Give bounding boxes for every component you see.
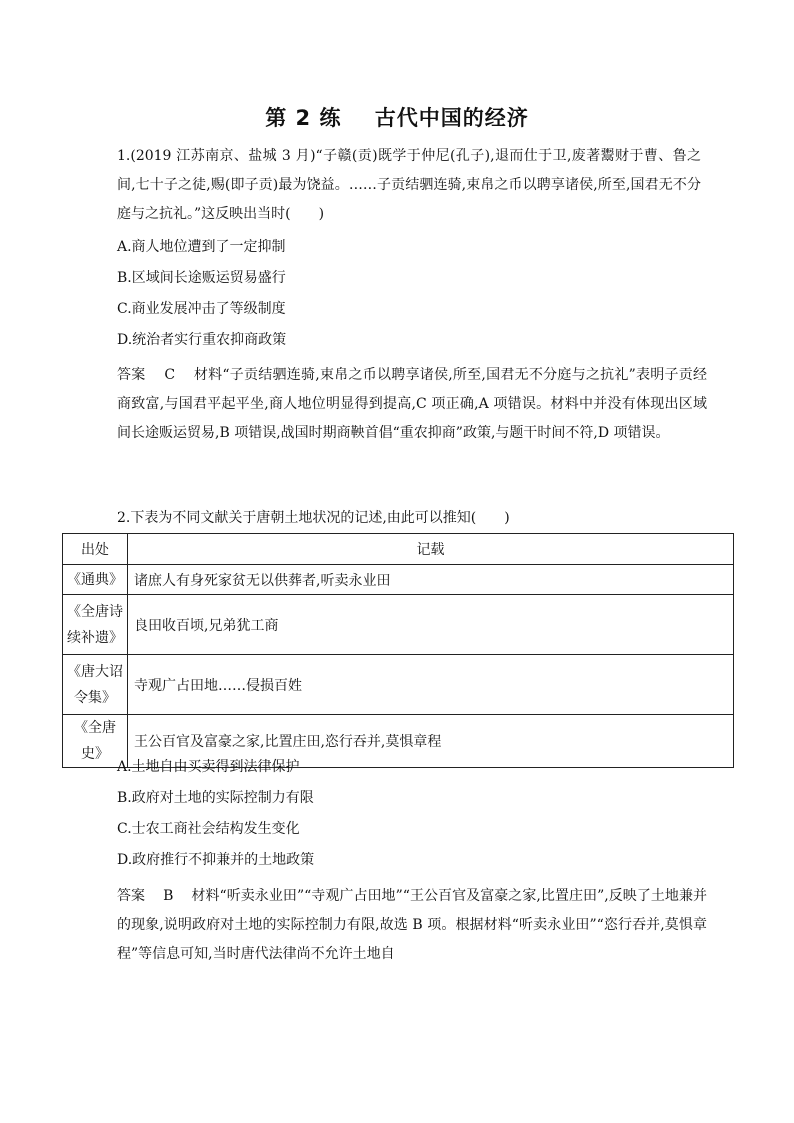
row-record: 王公百官及富豪之家,比置庄田,恣行吞并,莫惧章程 <box>128 715 734 768</box>
row-source: 《通典》 <box>63 565 128 595</box>
question-2-option-d: D.政府推行不抑兼并的土地政策 <box>117 852 315 868</box>
table-row <box>63 565 734 595</box>
question-2-stem: 2.下表为不同文献关于唐朝土地状况的记述,由此可以推知( ) <box>117 510 510 526</box>
question-2-option-c: C.士农工商社会结构发生变化 <box>117 821 300 837</box>
answer-letter: C <box>164 367 176 383</box>
row-source: 《全唐史》 <box>63 715 128 768</box>
question-1-option-d: D.统治者实行重农抑商政策 <box>117 332 287 348</box>
question-1-stem: 1.(2019 江苏南京、盐城 3 月)“子赣(贡)既学于仲尼(孔子),退而仕于卫,废著鬻财于曹、鲁之间,七十子之徒,赐(即子贡)最为饶益。……子贡结驷连骑,束帛之币以聘享诸侯,所至,国君无不分庭与之抗礼。”这反映出当时( ) <box>117 148 701 222</box>
row-source: 《全唐诗续补遗》 <box>63 595 128 655</box>
header-record: 记载 <box>128 534 734 565</box>
answer-label: 答案 <box>117 888 146 904</box>
table-row <box>63 595 734 655</box>
question-2-answer <box>117 882 707 969</box>
table-row <box>63 655 734 715</box>
question-1-answer <box>117 361 707 448</box>
question-2-option-b: B.政府对土地的实际控制力有限 <box>117 790 314 806</box>
header-source: 出处 <box>63 534 128 565</box>
row-record: 良田收百顷,兄弟犹工商 <box>128 595 734 655</box>
question-1-option-b: B.区域间长途贩运贸易盛行 <box>117 270 286 286</box>
row-record: 寺观广占田地……侵损百姓 <box>128 655 734 715</box>
answer-explanation: 材料“子贡结驷连骑,束帛之币以聘享诸侯,所至,国君无不分庭与之抗礼”表明子贡经商致富,与国君平起平坐,商人地位明显得到提高,C 项正确,A 项错误。材料中并没有体现出区域间长途贩运贸易,B 项错误,战国时期商鞅首倡“重农抑商”政策,与题干时间不符,D 项错误。 <box>117 367 707 441</box>
records-table <box>62 533 734 768</box>
question-2-option-a: A.土地自由买卖得到法律保护 <box>117 759 300 775</box>
page-title: 第 2 练 古代中国的经济 <box>265 106 529 130</box>
table-header-row <box>63 534 734 565</box>
row-record: 诸庶人有身死家贫无以供葬者,听卖永业田 <box>128 565 734 595</box>
answer-letter: B <box>163 888 174 904</box>
answer-label: 答案 <box>117 367 146 383</box>
answer-explanation: 材料“听卖永业田”“寺观广占田地”“王公百官及富豪之家,比置庄田”,反映了土地兼并的现象,说明政府对土地的实际控制力有限,故选 B 项。根据材料“听卖永业田”“恣行吞并,莫惧章程”等信息可知,当时唐代法律尚不允许土地自 <box>117 888 708 962</box>
row-source: 《唐大诏令集》 <box>63 655 128 715</box>
question-1-option-a: A.商人地位遭到了一定抑制 <box>117 239 286 255</box>
question-1-option-c: C.商业发展冲击了等级制度 <box>117 301 286 317</box>
